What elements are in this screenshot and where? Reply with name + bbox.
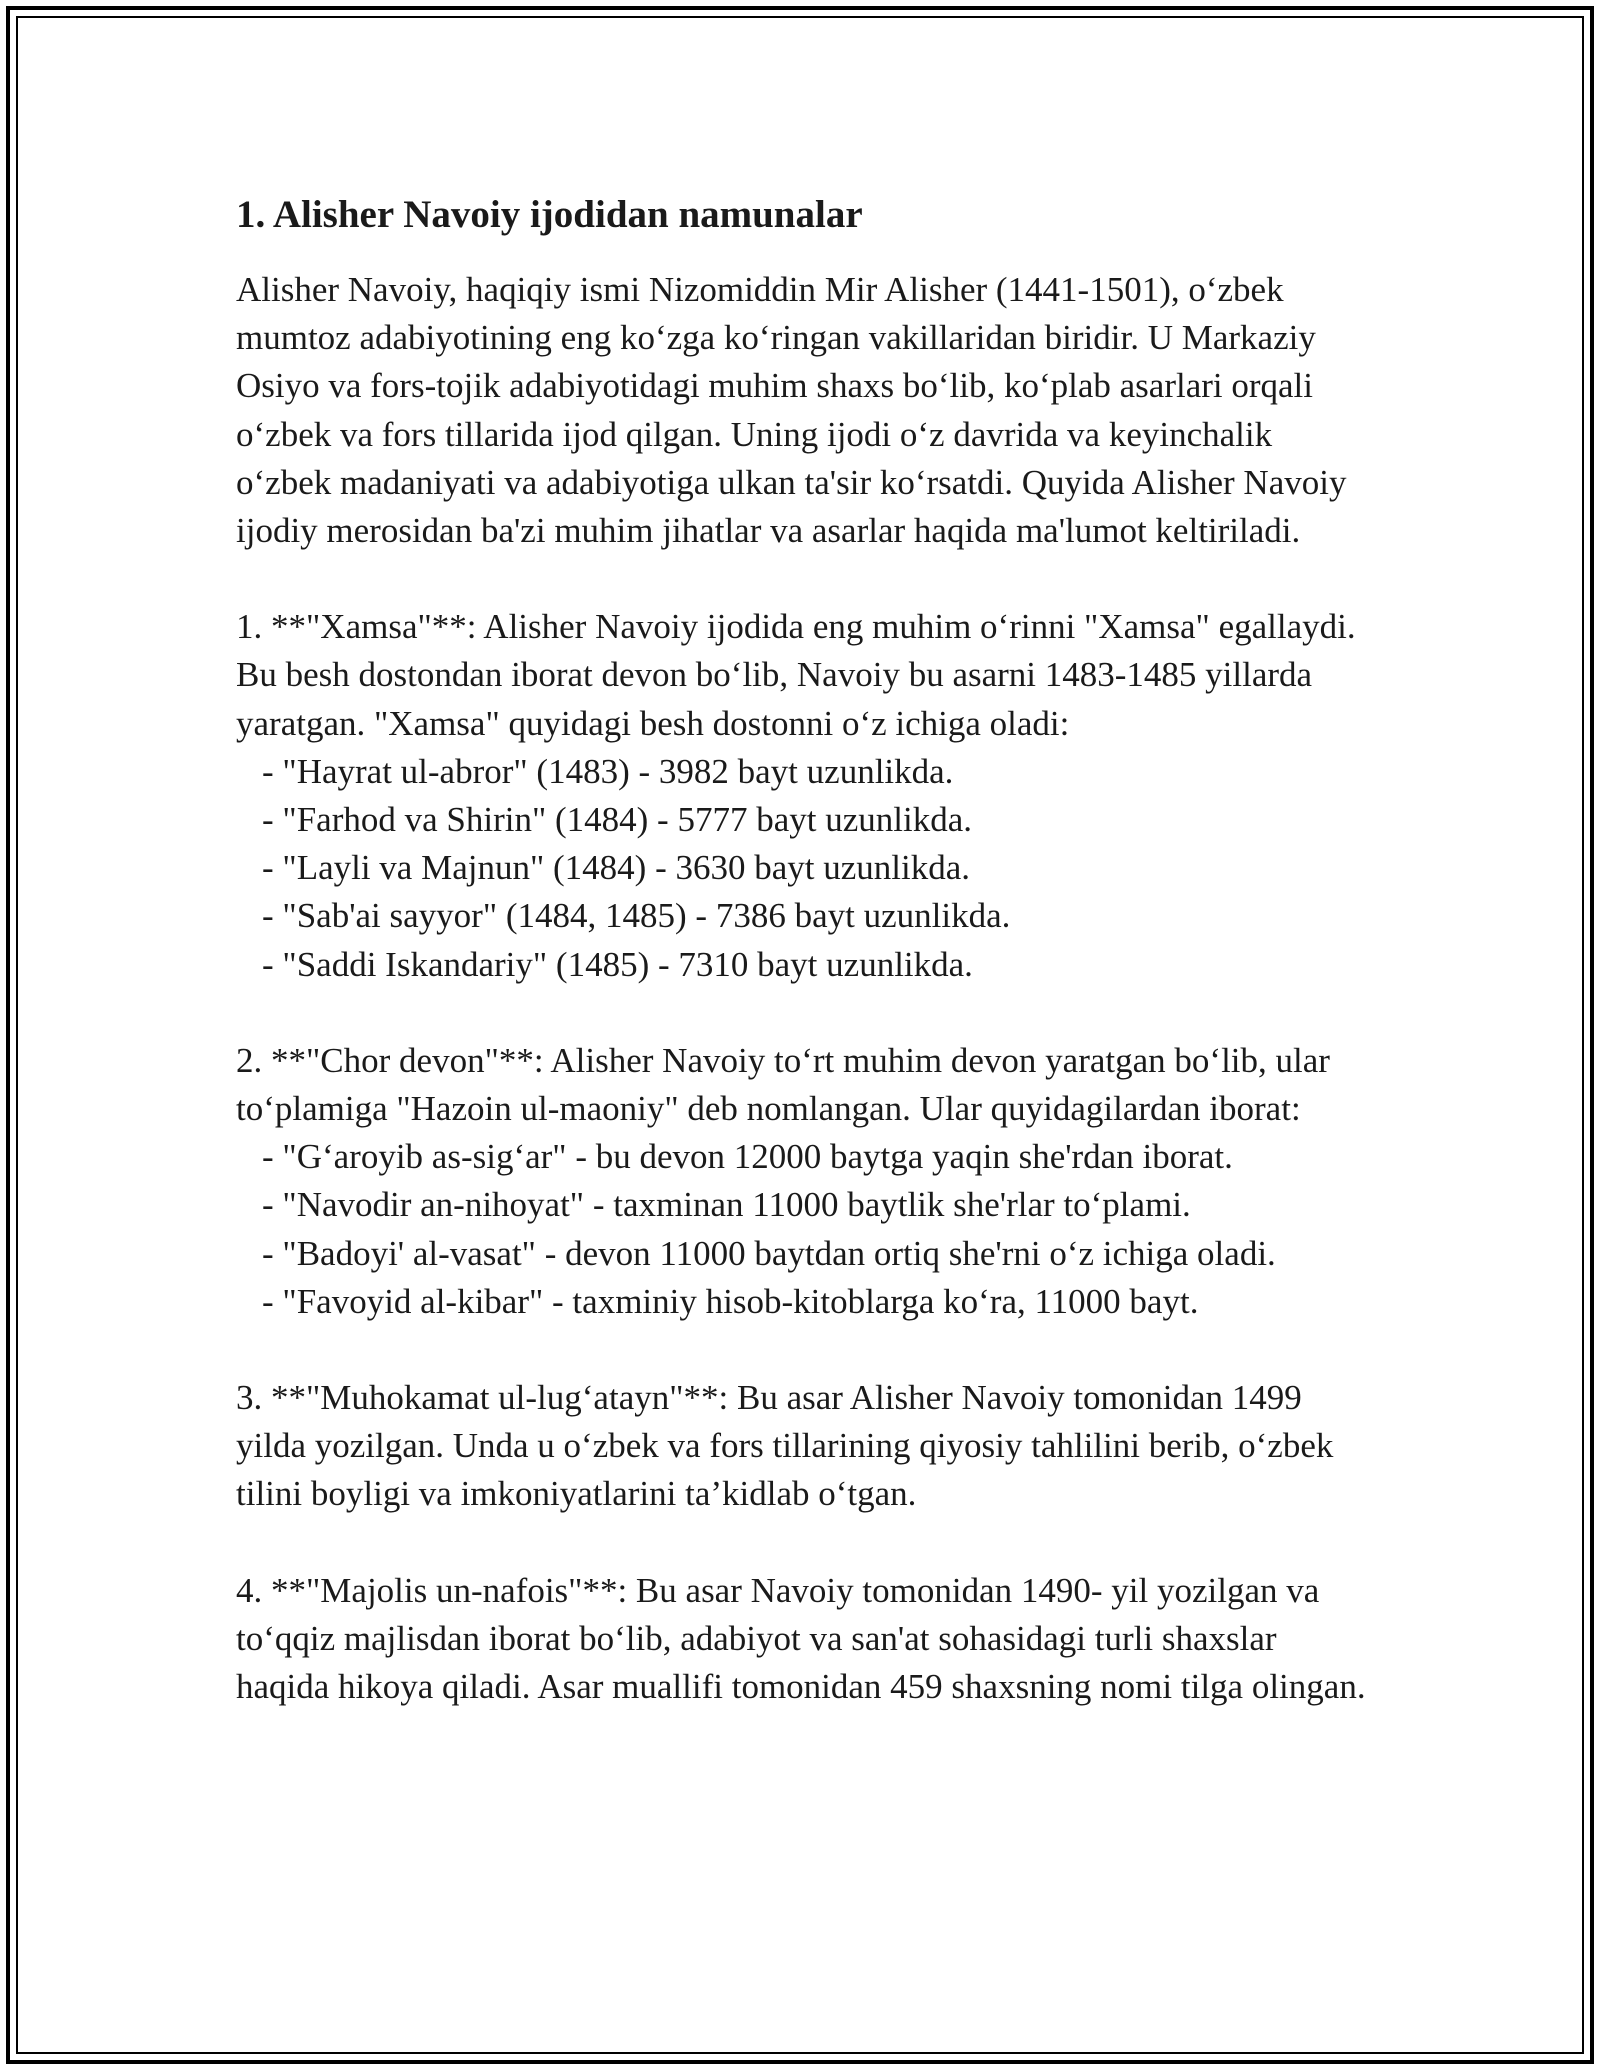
paragraph-gap bbox=[236, 989, 1376, 1037]
paragraph-gap bbox=[236, 555, 1376, 603]
list-item: - "Sab'ai sayyor" (1484, 1485) - 7386 bayt uzunlikda. bbox=[262, 896, 1011, 936]
paragraph-gap bbox=[236, 1519, 1376, 1567]
list-item: - "Saddi Iskandariy" (1485) - 7310 bayt uzunlikda. bbox=[262, 944, 973, 984]
list-item: - "Favoyid al-kibar" - taxminiy hisob-kitoblarga ko‘ra, 11000 bayt. bbox=[262, 1281, 1199, 1321]
list-item: - "Badoyi' al-vasat" - devon 11000 baytdan ortiq she'rni o‘z ichiga oladi. bbox=[262, 1233, 1276, 1273]
paragraph-gap bbox=[236, 1326, 1376, 1374]
list-item: - "Layli va Majnun" (1484) - 3630 bayt uzunlikda. bbox=[262, 848, 970, 888]
section-muhokamat-text: 3. **"Muhokamat ul-lug‘atayn"**: Bu asar Alisher Navoiy tomonidan 1499 yilda yozilgan. Unda u o‘zbek va fors tillarining qiyosiy tahlilini berib, o‘zbek tilini boyligi va imkoniyatlarini ta’kidlab o‘tgan. bbox=[236, 1378, 1334, 1514]
document-title: 1. Alisher Navoiy ijodidan namunalar bbox=[236, 193, 863, 236]
list-item: - "Navodir an-nihoyat" - taxminan 11000 baytlik she'rlar to‘plami. bbox=[262, 1185, 1191, 1225]
section-chor-devon-text: 2. **"Chor devon"**: Alisher Navoiy to‘rt muhim devon yaratgan bo‘lib, ular to‘plamiga "Hazoin ul-maoniy" deb nomlangan. Ular quyidagilardan iborat: bbox=[236, 1040, 1330, 1129]
section-majolis-text: 4. **"Majolis un-nafois"**: Bu asar Navoiy tomonidan 1490- yil yozilgan va to‘qqiz majlisdan iborat bo‘lib, adabiyot va san'at sohasidagi turli shaxslar haqida hikoya qiladi. Asar muallifi tomonidan 459 shaxsning nomi tilga olingan. bbox=[236, 1570, 1366, 1707]
list-item: - "Hayrat ul-abror" (1483) - 3982 bayt uzunlikda. bbox=[262, 751, 954, 791]
document-body bbox=[236, 186, 1376, 1711]
intro-paragraph: Alisher Navoiy, haqiqiy ismi Nizomiddin Mir Alisher (1441-1501), o‘zbek mumtoz adabiyotining eng ko‘zga ko‘ringan vakillaridan biridir. U Markaziy Osiyo va fors-tojik adabiyotidagi muhim shaxs bo‘lib, ko‘plab asarlari orqali o‘zbek va fors tillarida ijod qilgan. Uning ijodi o‘z davrida va keyinchalik o‘zbek madaniyati va adabiyotiga ulkan ta'sir ko‘rsatdi. Quyida Alisher Navoiy ijodiy merosidan ba'zi muhim jihatlar va asarlar haqida ma'lumot keltiriladi. bbox=[236, 270, 1347, 551]
list-item: - "G‘aroyib as-sig‘ar" - bu devon 12000 baytga yaqin she'rdan iborat. bbox=[262, 1137, 1233, 1177]
section-xamsa-text: 1. **"Xamsa"**: Alisher Navoiy ijodida eng muhim o‘rinni "Xamsa" egallaydi. Bu besh dostondan iborat devon bo‘lib, Navoiy bu asarni 1483-1485 yillarda yaratgan. "Xamsa" quyidagi besh dostonni o‘z ichiga oladi: bbox=[236, 607, 1356, 743]
list-item: - "Farhod va Shirin" (1484) - 5777 bayt uzunlikda. bbox=[262, 800, 972, 840]
